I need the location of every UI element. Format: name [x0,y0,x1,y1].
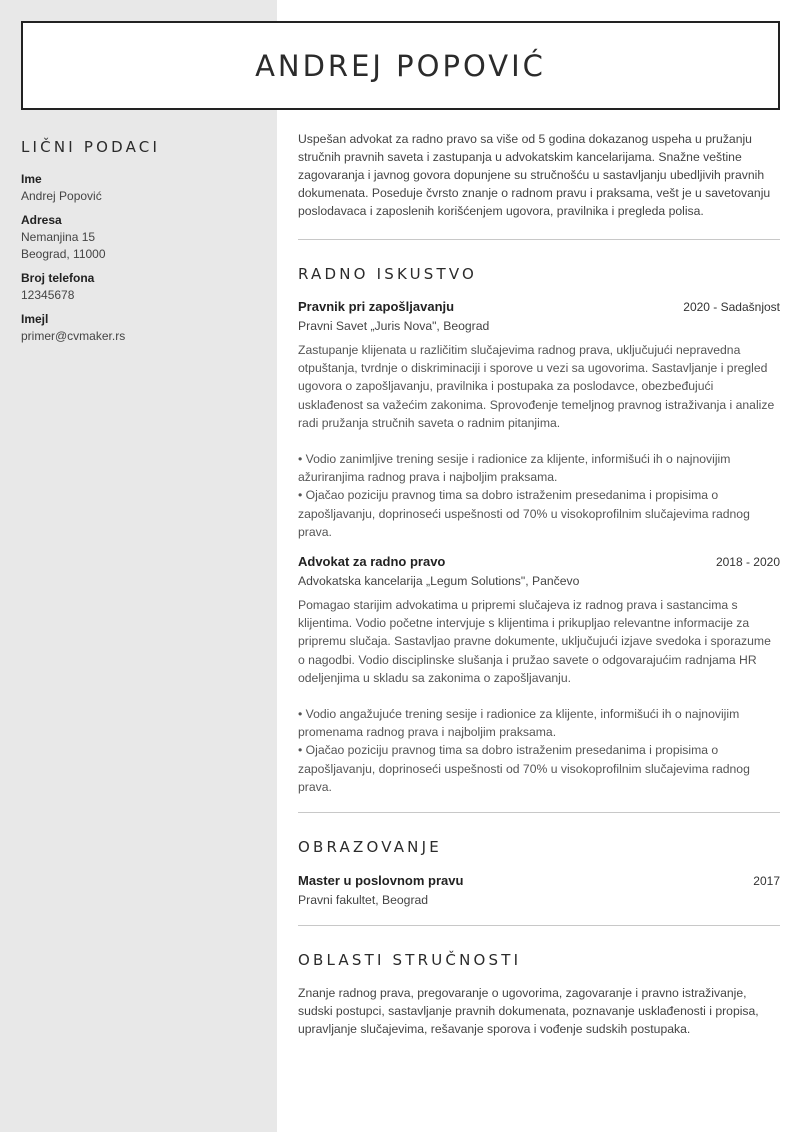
job-title: Pravnik pri zapošljavanju [298,299,455,314]
job-achievements [298,450,780,541]
field-phone [21,270,261,304]
achievement-item: • Ojačao poziciju pravnog tima sa dobro istraženim presedanima i propisima o zapošljavanju, doprinoseći uspešnosti od 70% u visokoprofilnim slučajevima radnog prava. [298,743,750,794]
profile-summary: Uspešan advokat za radno pravo sa više od 5 godina dokazanog uspeha u pružanju stručnih pravnih saveta i zastupanja u advokatskim kancelarijama. Snažne veštine zagovaranja i javnog govora dopunjene su stručnošću u sastavljanju ubedljivih pravnih dokumenata. Poseduje čvrsto znanje o radnom pravu i praksama, vešt je u savetovanju poslodavaca i zaposlenih korišćenjem ugovora, pravilnika i pregleda polisa. [298,132,771,218]
education-year: 2017 [753,874,780,889]
field-label: Ime [21,172,42,186]
job-date: 2018 - 2020 [715,555,780,570]
field-email [21,311,261,345]
job-description: Pomagao starijim advokatima u pripremi slučajeva iz radnog prava i sastancima s klijentima. Vodio početne intervjuje s klijentima i prikupljao relevantne informacije za pripremu slučaja. Sastavljao pravne dokumente, uključujući izjave svedoka i sporazume o nagodbi. Vodio disciplinske slušanja i pružao savete o odgovarajućim radnjama HR odeljenjima u skladu sa zakonima o zapošljavanju. [298,598,771,685]
field-label: Broj telefona [21,271,95,285]
field-value: Andrej Popović [21,189,102,203]
job-title: Advokat za radno pravo [298,554,446,570]
field-value: Nemanjina 15 [21,230,96,244]
field-name [21,171,261,205]
field-value: primer@cvmaker.rs [21,329,126,343]
job-organization: Pravni Savet „Juris Nova", Beograd [298,319,490,333]
personal-info-title: LIČNI PODACI [21,138,161,156]
job-achievements [298,705,780,796]
job-entry [298,554,780,796]
job-entry [298,299,780,541]
degree-title: Master u poslovnom pravu [298,873,464,889]
section-divider [298,812,780,813]
field-value: Beograd, 11000 [21,247,106,261]
section-divider [298,239,780,240]
education-header [298,873,780,888]
field-value: 12345678 [21,288,75,302]
education-title: OBRAZOVANJE [298,838,442,857]
personal-info-sidebar [21,138,261,352]
job-description: Zastupanje klijenata u različitim slučajevima radnog prava, uključujući nepravedna otpuštanja, tvrdnje o diskriminaciji i sporove u vezi sa ugovorima. Sastavljanje i pregled ugovora o zapošljavanju, pravilnika i postupaka za poslodavce, obezbeđujući usklađenost sa važećim zakonima. Sprovođenje temeljnog pravnog istraživanja i analize radi pružanja stručnih saveta o radnim pitanjima. [298,343,775,430]
achievement-item: • Vodio zanimljive trening sesije i radionice za klijente, informišući ih o najnovijim ažuriranjima radnog prava i najboljim praksama. [298,452,731,485]
skills-title: OBLASTI STRUČNOSTI [298,951,522,970]
achievement-item: • Vodio angažujuće trening sesije i radionice za klijente, informišući ih o najnovijim promenama radnog prava i najboljim praksama. [298,707,740,740]
job-header [298,299,780,314]
school-name: Pravni fakultet, Beograd [298,893,429,908]
achievement-item: • Ojačao poziciju pravnog tima sa dobro istraženim presedanima i propisima o zapošljavanju, doprinoseći uspešnosti od 70% u visokoprofilnim slučajevima radnog prava. [298,488,750,539]
field-label: Adresa [21,213,62,227]
section-divider [298,925,780,926]
job-header [298,554,780,569]
job-organization: Advokatska kancelarija „Legum Solutions", Pančevo [298,574,580,589]
job-date: 2020 - Sadašnjost [683,300,780,314]
main-content [298,130,780,1038]
name-header [21,21,780,110]
education-entry [298,873,780,907]
experience-title: RADNO ISKUSTVO [298,265,478,283]
field-label: Imejl [21,312,49,326]
skills-text: Znanje radnog prava, pregovaranje o ugovorima, zagovaranje i pravno istraživanje, sudski postupci, sastavljanje pravnih dokumenata, poznavanje usklađenosti i propisa, upravljanje slučajevima, rešavanje sporova i vođenje sudskih postupaka. [298,986,759,1037]
person-name: ANDREJ POPOVIĆ [255,48,546,83]
field-address [21,212,261,263]
